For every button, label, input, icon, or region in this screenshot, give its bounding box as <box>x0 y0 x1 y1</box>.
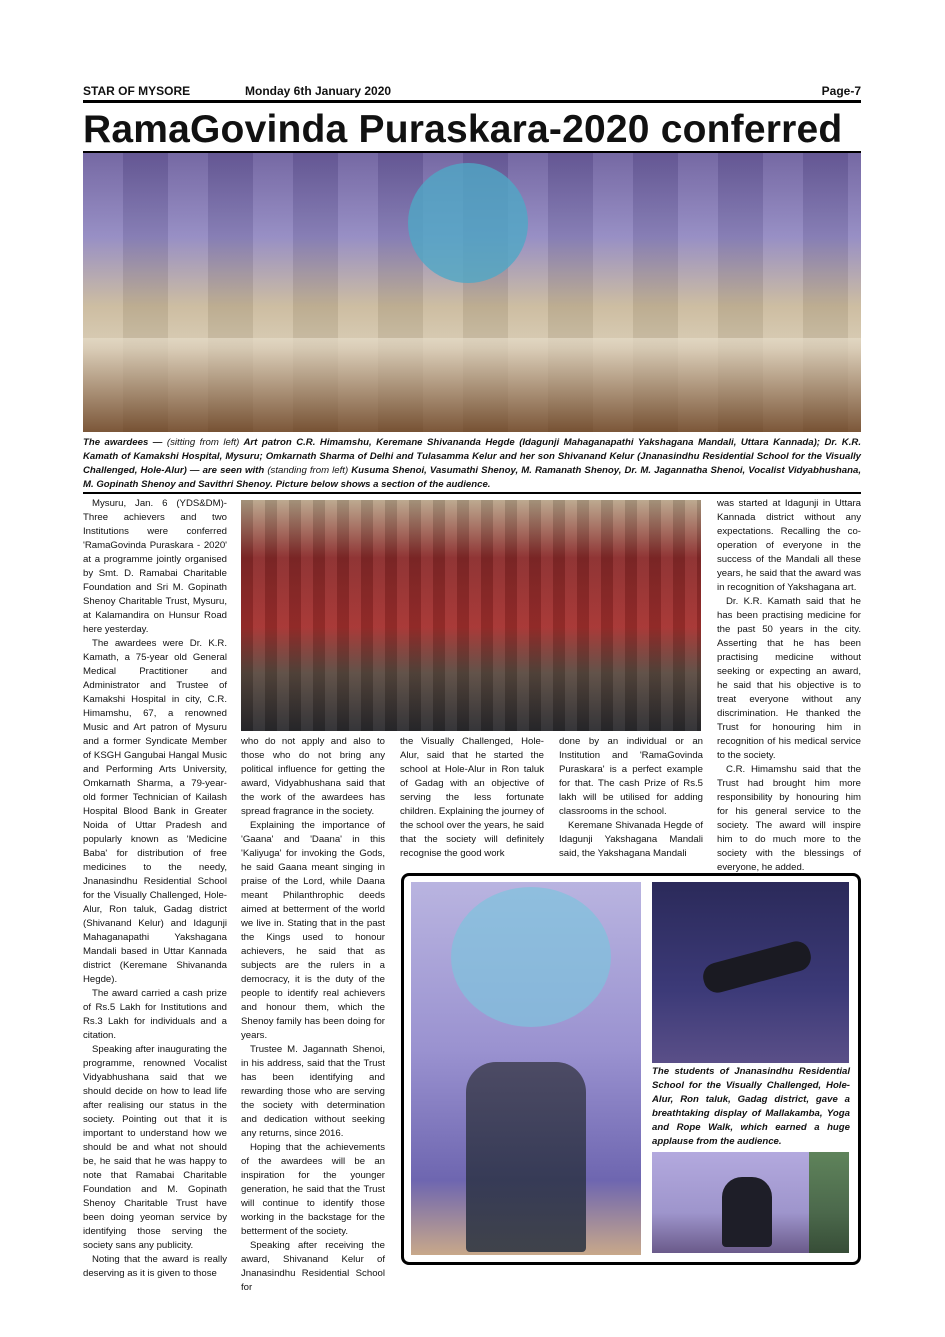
article-column-1 <box>83 497 227 1281</box>
caption-text: The awardees — <box>83 437 167 448</box>
article-paragraph: Mysuru, Jan. 6 (YDS&DM)- Three achievers and two Institutions were conferred 'RamaGovinda Puraskara - 2020' at a programme jointly organised by Smt. D. Ramabai Charitable Foundation and Sri M. Gopinath Shenoy Charitable Trust, Mysuru, at Kalamandira on Hunsur Road here yesterday. <box>83 498 227 635</box>
article-paragraph: The award carried a cash prize of Rs.5 Lakh for Institutions and Rs.3 Lakh for individuals and a citation. <box>83 988 227 1041</box>
article-paragraph: Speaking after inaugurating the programme, renowned Vocalist Vidyabhushana said that we should decide on how to lead life after realising our status in the society. Pointing out that it is important to understand how we should be and what not should be, he said that he was happy to note that Ramabai Charitable Foundation and M. Gopinath Shenoy Charitable Trust have been doing yeoman service by identifying those serving the society sans any publicity. <box>83 1044 227 1251</box>
article-paragraph: The awardees were Dr. K.R. Kamath, a 75-year old General Medical Practitioner and Administrator and Trustee of Kamakshi Hospital in city, C.R. Himamshu, 67, a renowned Music and Art patron of Mysuru and a former Syndicate Member of KSGH Gangubai Hangal Music and Performing Arts University, Omkarnath Sharma, a 79-year-old former Technician of Kailash Hospital Blood Bank in Greater Noida of Uttar Pradesh and popularly known as 'Medicine Baba' for distribution of free medicines to the needy, Jnanasindhu Residential School for the Visually Challenged, Hole-Alur, Ron taluk, Gadag district (Shivanand Kelur) and Idagunji Mahaganapathi Yakshagana Mandali based in Uttar Kannada district (Keremane Shivananda Hegde). <box>83 638 227 985</box>
yoga-performance-photo <box>652 1152 849 1253</box>
article-paragraph: done by an individual or an Institution and 'RamaGovinda Puraskara' is a perfect example for that. The cash Prize of Rs.5 lakh will be utilised for adding classrooms in the school. <box>559 736 703 817</box>
caption-text: Kusuma Shenoi, Vasumathi Shenoy, M. Ramanath Shenoy, Dr. M. Jagannatha Shenoi, Vocalist Vidyabhushana, M. Gopinath Shenoy and Savithri Shenoy. Picture below shows a section of the audience. <box>83 465 861 490</box>
article-column-3 <box>400 735 544 861</box>
caption-rule <box>83 492 861 494</box>
article-paragraph: Trustee M. Jagannath Shenoi, in his address, said that the Trust has been identifying and rewarding those who are serving the society with determination and dedication without seeking any returns, since 2016. <box>241 1044 385 1139</box>
article-paragraph: Speaking after receiving the award, Shivanand Kelur of Jnanasindhu Residential School for <box>241 1240 385 1293</box>
headline: RamaGovinda Puraskara-2020 conferred <box>83 108 843 151</box>
mallakamba-performance-photo <box>411 882 641 1255</box>
article-paragraph: Hoping that the achievements of the awardees will be an inspiration for the younger generation, he said that the Trust will continue to identify those working in the backstage for the betterment of the society. <box>241 1142 385 1237</box>
newspaper-name: STAR OF MYSORE <box>83 84 191 98</box>
header-rule <box>83 100 861 103</box>
caption-text: (standing from left) <box>267 465 349 476</box>
article-paragraph: Noting that the award is really deserving as it is given to those <box>83 1254 227 1279</box>
rope-walk-photo <box>652 882 849 1063</box>
article-paragraph: who do not apply and also to those who do not bring any political influence for getting the award, Vidyabhushana said that the work of the awardees has spread fragrance in the society. <box>241 736 385 817</box>
article-paragraph: the Visually Challenged, Hole-Alur, said that he started the school at Hole-Alur in Ron taluk of Gadag with an objective of serving the less fortunate children. Explaining the journey of the school over the years, he said that the society will definitely recognise the good work <box>400 736 544 859</box>
awardees-group-photo <box>83 153 861 432</box>
article-paragraph: Explaining the importance of 'Gaana' and 'Daana' in this 'Kaliyuga' for invoking the Gods, he said Gaana meant singing in praise of the Lord, while Daana meant Philanthrophic deeds aimed at betterment of the world we live in. Stating that in the past the Kings used to honour achievers, he said that as subjects are the rulers in a democracy, it is the duty of the people to identify real achievers and honour them, which the Shenoy family has been doing for years. <box>241 820 385 1041</box>
article-paragraph: C.R. Himamshu said that the Trust had brought him more responsibility by honouring him for his general service to the society. The award will inspire him to do much more to the society with the blessings of everyone, he added. <box>717 764 861 873</box>
article-column-2 <box>241 735 385 1295</box>
article-paragraph: Keremane Shivanada Hegde of Idagunji Yakshagana Mandali said, the Yakshagana Mandali <box>559 820 703 859</box>
article-column-5 <box>717 497 861 875</box>
page-number: Page-7 <box>821 84 861 98</box>
performance-caption: The students of Jnanasindhu Residential School for the Visually Challenged, Hole-Alur, Ron taluk, Gadag district, gave a breathtaking display of Mallakamba, Yoga and Rope Walk, which earned a huge applause from the audience. <box>652 1066 850 1147</box>
article-paragraph: was started at Idagunji in Uttara Kannada district without any expectations. Recalling the co-operation of everyone in the success of the Mandali all these years, he said that the award was in recognition of Yakshagana art. <box>717 498 861 593</box>
group-photo-caption <box>83 436 861 492</box>
issue-date: Monday 6th January 2020 <box>245 84 392 98</box>
caption-text: Art patron C.R. Himamshu, Keremane Shivananda Hegde (Idagunji Mahaganapathi Yakshagana Mandali, Uttara Kannada); Dr. K.R. Kamath of Kamakshi Hospital, Mysuru; Omkarnath Sharma of Delhi and Tulasamma Kelur and her son Shivanand Kelur (Jnanasindhu Residential School for the Visually Challenged, Hole-Alur) — are seen with <box>83 437 861 476</box>
audience-photo <box>241 500 701 731</box>
article-column-4 <box>559 735 703 861</box>
caption-text: (sitting from left) <box>166 437 240 448</box>
article-paragraph: Dr. K.R. Kamath said that he has been practising medicine for the past 50 years in the city. Asserting that he has been practising medicine without seeking or expecting an award, he said that his objective is to treat everyone without any discrimination. He thanked the Trust for honouring him in recognition of his medical service to the society. <box>717 596 861 761</box>
